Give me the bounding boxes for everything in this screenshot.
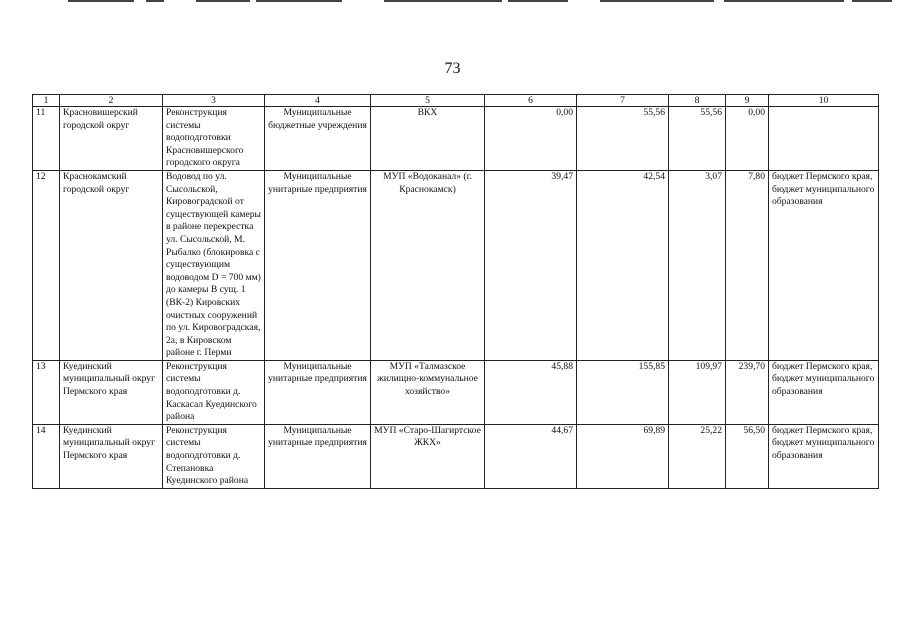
- operator-cell: МУП «Водоканал» (г. Краснокамск): [371, 170, 485, 360]
- value-cell: 155,85: [577, 360, 669, 424]
- value-cell: 3,07: [669, 170, 726, 360]
- column-number-cell: 7: [577, 95, 669, 107]
- funding-source-cell: бюджет Пермского края, бюджет муниципального образования: [769, 360, 879, 424]
- table-row: [33, 424, 879, 488]
- table-row: [33, 170, 879, 360]
- value-cell: 239,70: [726, 360, 769, 424]
- column-number-cell: 9: [726, 95, 769, 107]
- column-number-cell: 10: [769, 95, 879, 107]
- org-type-cell: Муниципальные унитарные предприятия: [265, 170, 371, 360]
- value-cell: 45,88: [485, 360, 577, 424]
- column-number-cell: 5: [371, 95, 485, 107]
- value-cell: 25,22: [669, 424, 726, 488]
- project-cell: Реконструкция системы водоподготовки Красновишерского городского округа: [163, 107, 265, 171]
- value-cell: 0,00: [485, 107, 577, 171]
- value-cell: 44,67: [485, 424, 577, 488]
- project-cell: Реконструкция системы водоподготовки д. Степановка Куединского района: [163, 424, 265, 488]
- value-cell: 109,97: [669, 360, 726, 424]
- value-cell: 39,47: [485, 170, 577, 360]
- funding-source-cell: бюджет Пермского края, бюджет муниципального образования: [769, 424, 879, 488]
- table-row: [33, 107, 879, 171]
- value-cell: 56,50: [726, 424, 769, 488]
- territory-cell: Куединский муниципальный округ Пермского края: [60, 360, 163, 424]
- column-number-cell: 3: [163, 95, 265, 107]
- project-cell: Водовод по ул. Сысольской, Кировоградской от существующей камеры в районе перекрестка ул. Сысольской, М. Рыбалко (блокировка с существующим водоводом D = 700 мм) до камеры В сущ. 1 (ВК-2) Кировских очистных сооружений по ул. Кировоградская, 2а, в Кировском районе г. Перми: [163, 170, 265, 360]
- funding-source-cell: бюджет Пермского края, бюджет муниципального образования: [769, 170, 879, 360]
- column-number-cell: 8: [669, 95, 726, 107]
- scan-border-line: [68, 0, 134, 2]
- value-cell: 69,89: [577, 424, 669, 488]
- scan-border-line: [724, 0, 844, 2]
- org-type-cell: Муниципальные унитарные предприятия: [265, 360, 371, 424]
- territory-cell: Красновишерский городской округ: [60, 107, 163, 171]
- column-number-cell: 4: [265, 95, 371, 107]
- territory-cell: Куединский муниципальный округ Пермского края: [60, 424, 163, 488]
- scan-border-line: [852, 0, 892, 2]
- scan-border-line: [196, 0, 250, 2]
- territory-cell: Краснокамский городской округ: [60, 170, 163, 360]
- project-cell: Реконструкция системы водоподготовки д. Каскасал Куединского района: [163, 360, 265, 424]
- value-cell: 55,56: [669, 107, 726, 171]
- investment-table: [32, 94, 879, 489]
- operator-cell: ВКХ: [371, 107, 485, 171]
- value-cell: 7,80: [726, 170, 769, 360]
- scan-border-line: [508, 0, 568, 2]
- column-number-cell: 1: [33, 95, 60, 107]
- row-number: 11: [33, 107, 60, 171]
- row-number: 14: [33, 424, 60, 488]
- scan-border-line: [146, 0, 164, 2]
- column-number-cell: 6: [485, 95, 577, 107]
- org-type-cell: Муниципальные бюджетные учреждения: [265, 107, 371, 171]
- scan-border-line: [600, 0, 714, 2]
- value-cell: 42,54: [577, 170, 669, 360]
- scan-border-line: [384, 0, 502, 2]
- value-cell: 55,56: [577, 107, 669, 171]
- funding-source-cell: [769, 107, 879, 171]
- operator-cell: МУП «Талмазское жилищно-коммунальное хозяйство»: [371, 360, 485, 424]
- table-row: [33, 360, 879, 424]
- scan-border-line: [256, 0, 342, 2]
- row-number: 13: [33, 360, 60, 424]
- row-number: 12: [33, 170, 60, 360]
- org-type-cell: Муниципальные унитарные предприятия: [265, 424, 371, 488]
- operator-cell: МУП «Старо-Шагиртское ЖКХ»: [371, 424, 485, 488]
- value-cell: 0,00: [726, 107, 769, 171]
- column-number-row: [33, 95, 879, 107]
- column-number-cell: 2: [60, 95, 163, 107]
- page-number: 73: [444, 60, 461, 77]
